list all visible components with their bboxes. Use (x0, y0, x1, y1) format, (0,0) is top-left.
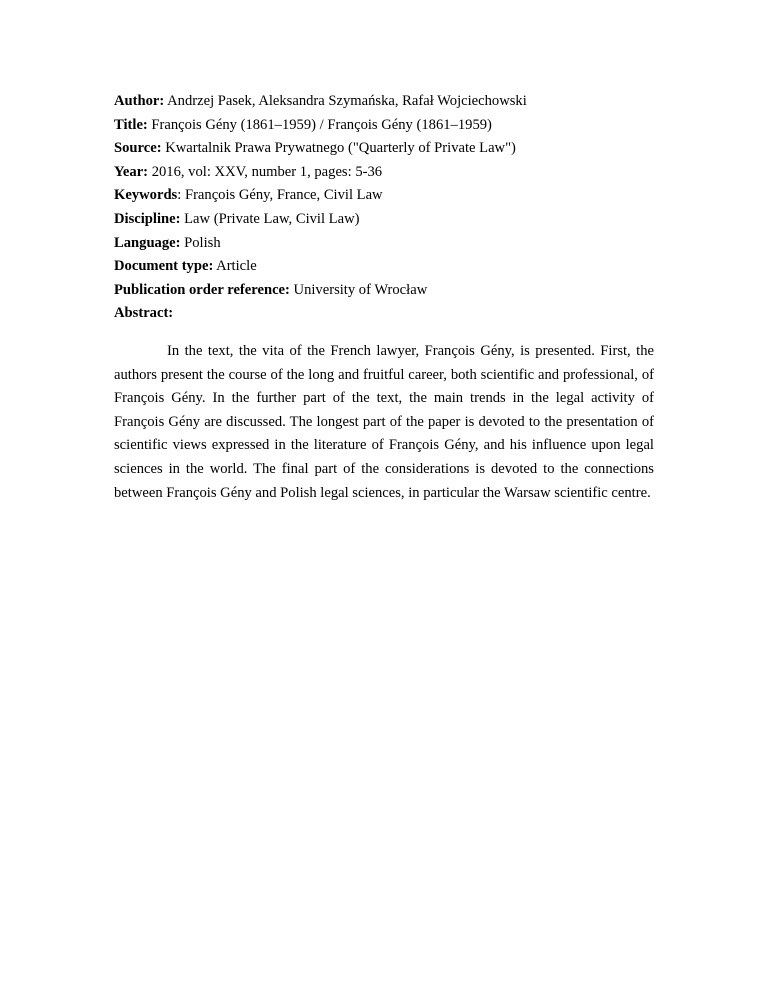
abstract-text: In the text, the vita of the French lawyer, François Gény, is presented. First, the authors present the course of the long and fruitful career, both scientific and professional, of François Gény. In the further part of the text, the main trends in the legal activity of François Gény are discussed. The longest part of the paper is devoted to the presentation of scientific views expressed in the literature of François Gény, and his influence upon legal sciences in the world. The final part of the considerations is devoted to the connections between François Gény and Polish legal sciences, in particular the Warsaw scientific centre. (114, 343, 654, 501)
author-value: Andrzej Pasek, Aleksandra Szymańska, Rafał Wojciechowski (164, 93, 527, 109)
year-label: Year: (114, 163, 149, 180)
keywords-label: Keywords (114, 187, 178, 204)
title-label: Title: (114, 116, 148, 133)
source-row (114, 139, 654, 157)
author-label: Author: (114, 93, 165, 109)
discipline-label: Discipline: (114, 210, 181, 227)
language-label: Language: (114, 234, 181, 251)
keywords-value: : François Gény, France, Civil Law (177, 187, 383, 204)
title-value: François Gény (1861–1959) / François Gény (1861–1959) (147, 116, 492, 133)
keywords-row (114, 186, 654, 204)
language-row (114, 234, 654, 252)
publication-reference-value: University of Wrocław (289, 281, 428, 298)
publication-reference-row (114, 281, 654, 299)
year-row (114, 163, 654, 181)
abstract-label: Abstract: (114, 305, 174, 322)
title-row (114, 116, 654, 134)
document-type-row (114, 257, 654, 275)
year-value: 2016, vol: XXV, number 1, pages: 5-36 (148, 163, 383, 180)
source-value: Kwartalnik Prawa Prywatnego ("Quarterly of Private Law") (161, 140, 516, 157)
publication-reference-label: Publication order reference: (114, 281, 290, 298)
author-row (114, 92, 654, 110)
document-type-value: Article (213, 258, 257, 275)
source-label: Source: (114, 140, 162, 157)
discipline-row (114, 210, 654, 228)
discipline-value: Law (Private Law, Civil Law) (180, 210, 360, 227)
document-type-label: Document type: (114, 258, 214, 275)
language-value: Polish (180, 234, 221, 251)
metadata-block (114, 92, 654, 322)
